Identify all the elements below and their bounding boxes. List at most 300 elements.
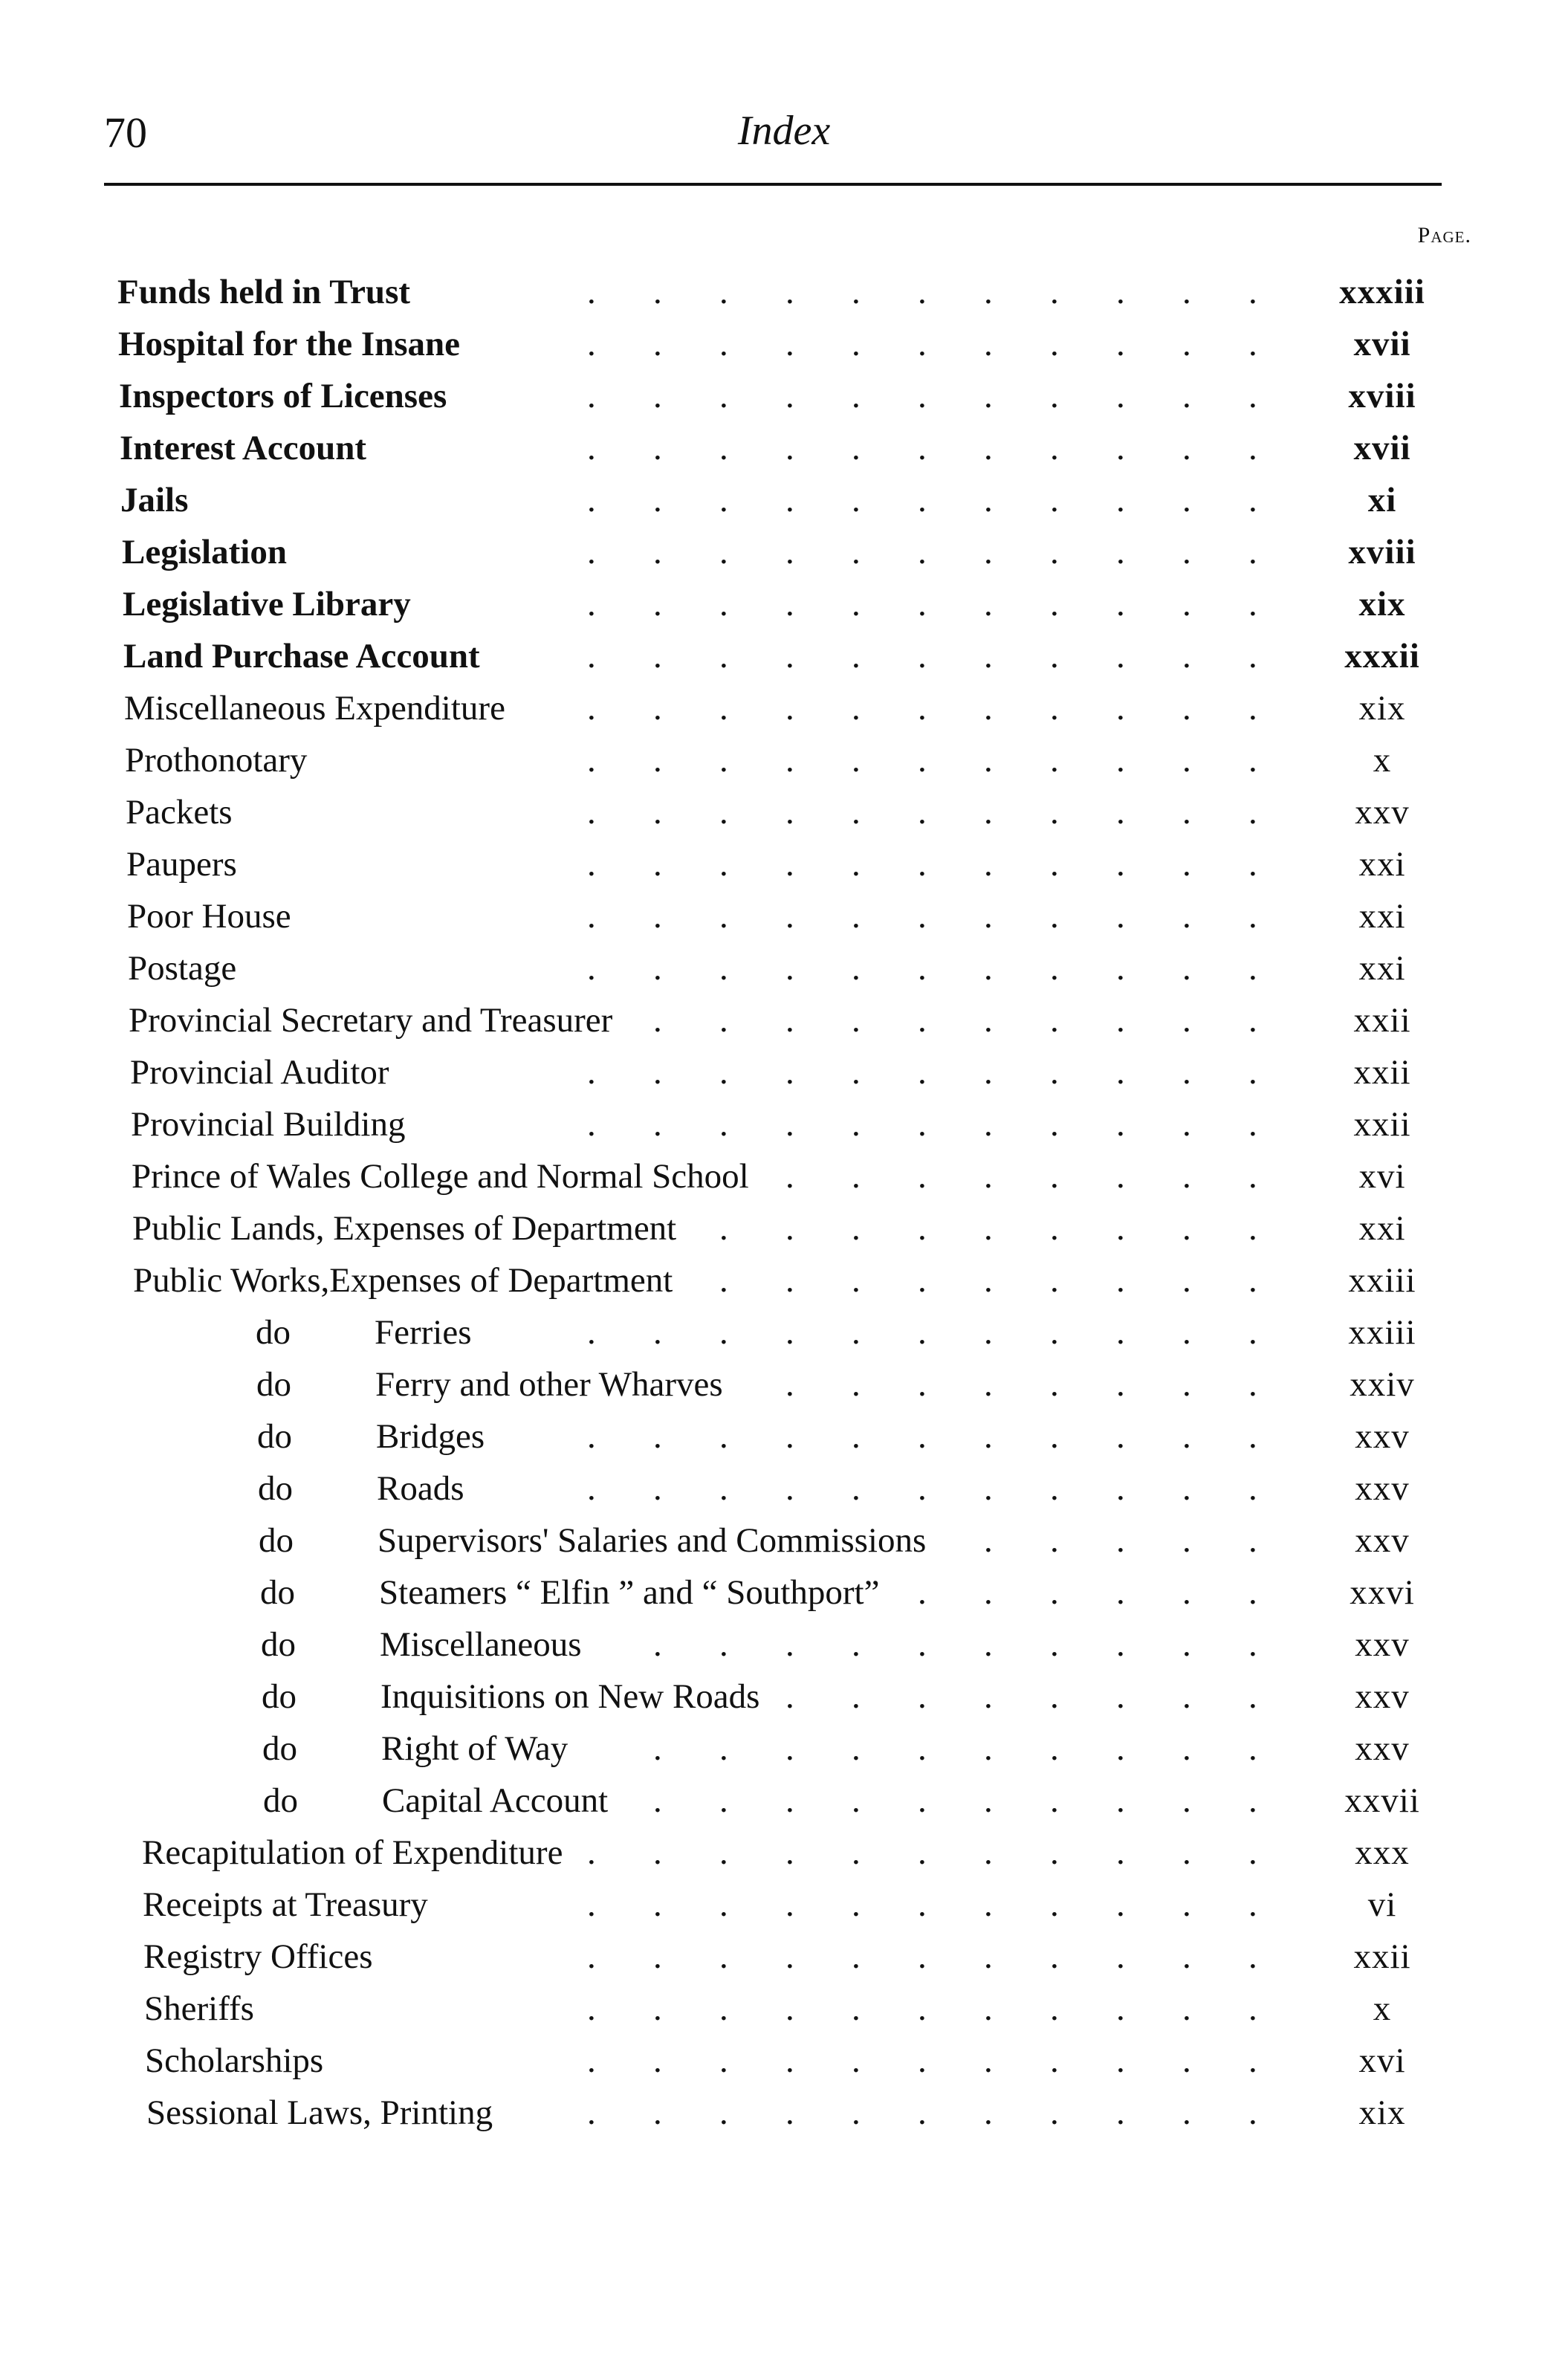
index-entry-label	[143, 1879, 428, 1931]
index-entry-page: xix	[1358, 689, 1406, 728]
index-entry-text: Public Lands, Expenses of Department	[132, 1209, 677, 1248]
leader-dot: .	[1182, 533, 1191, 571]
leader-dot: .	[785, 481, 794, 519]
leader-dot: .	[1116, 1573, 1125, 1612]
leader-dot: .	[852, 1729, 861, 1768]
leader-dot: .	[1050, 585, 1059, 623]
leader-dot: .	[785, 1781, 794, 1820]
leader-dot: .	[785, 637, 794, 676]
leader-dot: .	[719, 1989, 728, 2028]
leader-dot: .	[984, 793, 993, 832]
leader-dot: .	[852, 377, 861, 415]
index-entry	[0, 1515, 1568, 1567]
leader-dot: .	[852, 429, 861, 467]
leader-dot: .	[1248, 2093, 1257, 2132]
index-entry-text: Jails	[120, 481, 189, 519]
leader-dot: .	[1116, 1209, 1125, 1248]
index-entry	[0, 890, 1568, 942]
index-entry-page: xxvii	[1344, 1781, 1420, 1820]
index-entry-page: xxiii	[1348, 1261, 1416, 1300]
leader-dot: .	[918, 949, 927, 988]
index-entry-label	[256, 1306, 472, 1358]
leader-dot: .	[653, 1781, 662, 1820]
ditto-mark: do	[258, 1469, 293, 1508]
leader-dot: .	[785, 1625, 794, 1664]
index-entry-text: Legislation	[122, 533, 287, 571]
leader-dot: .	[918, 741, 927, 780]
leader-dot: .	[852, 1989, 861, 2028]
ditto-mark: do	[261, 1625, 296, 1664]
leader-dot: .	[918, 1885, 927, 1924]
index-entry-label	[123, 578, 411, 630]
leader-dot: .	[1116, 741, 1125, 780]
leader-dot: .	[1248, 2041, 1257, 2080]
leader-dot: .	[653, 637, 662, 676]
leader-dot: .	[1248, 1989, 1257, 2028]
leader-dot: .	[719, 1469, 728, 1508]
index-entry-page: xix	[1358, 585, 1406, 623]
leader-dot: .	[1050, 1053, 1059, 1092]
leader-dot: .	[1116, 1261, 1125, 1300]
leader-dot: .	[653, 741, 662, 780]
running-head: Index	[737, 108, 831, 154]
leader-dot: .	[719, 273, 728, 311]
leader-dot: .	[984, 1053, 993, 1092]
index-entry-text: Inquisitions on New Roads	[380, 1677, 760, 1716]
leader-dot: .	[1182, 1729, 1191, 1768]
leader-dot: .	[984, 377, 993, 415]
leader-dot: .	[1050, 2093, 1059, 2132]
ditto-mark: do	[259, 1521, 294, 1560]
leader-dot: .	[719, 1053, 728, 1092]
leader-dot: .	[852, 1001, 861, 1040]
index-entry-page: xxi	[1358, 1209, 1406, 1248]
index-entry-label	[120, 422, 366, 474]
leader-dot: .	[918, 1677, 927, 1716]
leader-dot: .	[918, 1261, 927, 1300]
leader-dot: .	[1182, 1157, 1191, 1196]
leader-dot: .	[1248, 1313, 1257, 1352]
index-entry-label	[119, 370, 447, 422]
index-entry-page: xxx	[1355, 1833, 1410, 1872]
leader-dot: .	[1050, 1677, 1059, 1716]
leader-dot: .	[587, 481, 596, 519]
leader-dot: .	[1050, 949, 1059, 988]
leader-dot: .	[1116, 1105, 1125, 1144]
index-entry-label	[256, 1358, 723, 1410]
leader-dot: .	[719, 1625, 728, 1664]
leader-dot: .	[1248, 793, 1257, 832]
leader-dot: .	[587, 585, 596, 623]
leader-dot: .	[1116, 1937, 1125, 1976]
index-entry-label	[126, 838, 237, 890]
index-entry	[0, 1723, 1568, 1775]
leader-dot: .	[1116, 325, 1125, 363]
index-entry-page: xviii	[1348, 377, 1416, 415]
leader-dot: .	[984, 1833, 993, 1872]
index-entry-text: Prothonotary	[125, 741, 308, 780]
leader-dot: .	[587, 273, 596, 311]
leader-dot: .	[852, 1313, 861, 1352]
leader-dot: .	[1182, 1105, 1191, 1144]
index-entry-label	[128, 942, 236, 994]
index-entry-text: Supervisors' Salaries and Commissions	[378, 1521, 927, 1560]
leader-dot: .	[785, 897, 794, 936]
index-entry-text: Paupers	[126, 845, 237, 884]
leader-dot: .	[1182, 897, 1191, 936]
index-entry-page: xxvi	[1350, 1573, 1415, 1612]
index-entry-page: xviii	[1348, 533, 1416, 571]
index-entry	[0, 318, 1568, 370]
leader-dot: .	[653, 1885, 662, 1924]
index-entry-text: Miscellaneous	[380, 1625, 582, 1664]
leader-dot: .	[1182, 1885, 1191, 1924]
leader-dot: .	[1182, 949, 1191, 988]
leader-dot: .	[918, 533, 927, 571]
leader-dot: .	[852, 2093, 861, 2132]
index-entry	[0, 2087, 1568, 2139]
index-entry	[0, 370, 1568, 422]
leader-dot: .	[852, 1209, 861, 1248]
index-entry	[0, 1775, 1568, 1827]
index-entry-page: xxxiii	[1339, 273, 1425, 311]
leader-dot: .	[1116, 689, 1125, 728]
index-entry-page: xi	[1367, 481, 1397, 519]
index-entry-label	[260, 1567, 879, 1619]
leader-dot: .	[719, 1313, 728, 1352]
index-entry-text: Poor House	[127, 897, 291, 936]
leader-dot: .	[785, 1261, 794, 1300]
index-entry-page: xxv	[1355, 1625, 1410, 1664]
leader-dot: .	[785, 845, 794, 884]
leader-dot: .	[918, 689, 927, 728]
leader-dot: .	[918, 481, 927, 519]
leader-dot: .	[653, 1001, 662, 1040]
leader-dot: .	[918, 1417, 927, 1456]
leader-dot: .	[785, 1417, 794, 1456]
leader-dot: .	[587, 2093, 596, 2132]
leader-dot: .	[852, 1937, 861, 1976]
leader-dot: .	[1050, 429, 1059, 467]
index-entry	[0, 1879, 1568, 1931]
index-entry-text: Steamers “ Elfin ” and “ Southport”	[379, 1573, 880, 1612]
leader-dot: .	[587, 2041, 596, 2080]
leader-dot: .	[1116, 1053, 1125, 1092]
leader-dot: .	[1182, 1521, 1191, 1560]
leader-dot: .	[918, 637, 927, 676]
leader-dot: .	[852, 793, 861, 832]
leader-dot: .	[587, 1469, 596, 1508]
leader-dot: .	[1248, 1937, 1257, 1976]
index-entry	[0, 1046, 1568, 1098]
leader-dot: .	[1116, 1989, 1125, 2028]
index-entry	[0, 1410, 1568, 1462]
leader-dot: .	[918, 2093, 927, 2132]
leader-dot: .	[785, 2041, 794, 2080]
index-entry-label	[117, 266, 410, 318]
index-entry-text: Legislative Library	[123, 585, 411, 623]
index-entry-label	[123, 630, 480, 682]
leader-dot: .	[1116, 481, 1125, 519]
leader-dot: .	[785, 1313, 794, 1352]
leader-dot: .	[918, 1001, 927, 1040]
leader-dot: .	[653, 1729, 662, 1768]
leader-dot: .	[1248, 533, 1257, 571]
leader-dot: .	[653, 1989, 662, 2028]
leader-dot: .	[785, 1209, 794, 1248]
leader-dot: .	[1050, 793, 1059, 832]
leader-dot: .	[1248, 1209, 1257, 1248]
leader-dot: .	[918, 325, 927, 363]
leader-dot: .	[785, 1677, 794, 1716]
leader-dot: .	[852, 533, 861, 571]
leader-dot: .	[785, 1053, 794, 1092]
index-entry-text: Funds held in Trust	[117, 273, 411, 311]
leader-dot: .	[1248, 637, 1257, 676]
leader-dot: .	[785, 585, 794, 623]
leader-dot: .	[1248, 1001, 1257, 1040]
leader-dot: .	[852, 1625, 861, 1664]
ditto-mark: do	[263, 1781, 298, 1820]
leader-dot: .	[719, 741, 728, 780]
index-entry	[0, 682, 1568, 734]
leader-dot: .	[587, 325, 596, 363]
index-entry-page: xxi	[1358, 949, 1406, 988]
leader-dot: .	[785, 273, 794, 311]
leader-dot: .	[785, 793, 794, 832]
leader-dot: .	[1050, 1417, 1059, 1456]
leader-dot: .	[1116, 377, 1125, 415]
leader-dot: .	[719, 2093, 728, 2132]
leader-dot: .	[852, 689, 861, 728]
leader-dot: .	[1116, 585, 1125, 623]
index-entry-label	[132, 1202, 676, 1254]
index-entry-text: Packets	[126, 793, 233, 832]
index-entry-label	[131, 1098, 405, 1150]
leader-dot: .	[1182, 1781, 1191, 1820]
leader-dot: .	[719, 897, 728, 936]
leader-dot: .	[1248, 1573, 1257, 1612]
leader-dot: .	[587, 897, 596, 936]
leader-dot: .	[1182, 1677, 1191, 1716]
leader-dot: .	[719, 1261, 728, 1300]
leader-dot: .	[719, 585, 728, 623]
leader-dot: .	[1182, 1573, 1191, 1612]
leader-dot: .	[785, 1365, 794, 1404]
leader-dot: .	[1116, 845, 1125, 884]
leader-dot: .	[984, 325, 993, 363]
leader-dot: .	[587, 637, 596, 676]
index-entry-text: Miscellaneous Expenditure	[124, 689, 505, 728]
index-entry-text: Provincial Auditor	[130, 1053, 389, 1092]
leader-dot: .	[1116, 1833, 1125, 1872]
index-entry-page: xvii	[1353, 429, 1411, 467]
index-entry-label	[262, 1671, 759, 1723]
index-entry	[0, 1931, 1568, 1983]
leader-dot: .	[587, 949, 596, 988]
leader-dot: .	[653, 689, 662, 728]
leader-dot: .	[1248, 1157, 1257, 1196]
leader-dot: .	[1050, 689, 1059, 728]
leader-dot: .	[719, 1209, 728, 1248]
leader-dot: .	[918, 2041, 927, 2080]
index-entry	[0, 1202, 1568, 1254]
leader-dot: .	[1050, 1521, 1059, 1560]
index-entry	[0, 1983, 1568, 2035]
leader-dot: .	[653, 1937, 662, 1976]
leader-dot: .	[1050, 325, 1059, 363]
leader-dot: .	[785, 1729, 794, 1768]
leader-dot: .	[1050, 273, 1059, 311]
leader-dot: .	[852, 1261, 861, 1300]
leader-dot: .	[852, 273, 861, 311]
index-entry-label	[127, 890, 291, 942]
leader-dot: .	[918, 793, 927, 832]
leader-dot: .	[1248, 1365, 1257, 1404]
leader-dot: .	[1116, 793, 1125, 832]
leader-dot: .	[653, 1625, 662, 1664]
leader-dot: .	[587, 1885, 596, 1924]
leader-dot: .	[984, 533, 993, 571]
index-entry-text: Registry Offices	[143, 1937, 373, 1976]
index-entry-text: Inspectors of Licenses	[119, 377, 447, 415]
leader-dot: .	[1182, 1261, 1191, 1300]
index-entry-page: xxiii	[1348, 1313, 1416, 1352]
index-entry-text: Roads	[377, 1469, 464, 1508]
index-entry-label	[120, 474, 188, 526]
index-entry-text: Interest Account	[120, 429, 367, 467]
leader-dot: .	[719, 2041, 728, 2080]
leader-dot: .	[653, 377, 662, 415]
leader-dot: .	[1248, 429, 1257, 467]
leader-dot: .	[587, 741, 596, 780]
leader-dot: .	[719, 793, 728, 832]
leader-dot: .	[587, 845, 596, 884]
leader-dot: .	[1182, 325, 1191, 363]
index-entry-text: Ferries	[375, 1313, 472, 1352]
header-rule	[104, 183, 1442, 186]
leader-dot: .	[1116, 1885, 1125, 1924]
leader-dot: .	[984, 637, 993, 676]
leader-dot: .	[785, 949, 794, 988]
leader-dot: .	[852, 741, 861, 780]
leader-dot: .	[1182, 845, 1191, 884]
index-entry	[0, 734, 1568, 786]
leader-dot: .	[984, 1313, 993, 1352]
leader-dot: .	[918, 1729, 927, 1768]
index-entry-page: xix	[1358, 2093, 1406, 2132]
index-entry-page: x	[1373, 1989, 1392, 2028]
leader-dot: .	[1248, 1417, 1257, 1456]
leader-dot: .	[984, 1365, 993, 1404]
leader-dot: .	[587, 1053, 596, 1092]
index-entry-list	[0, 266, 1568, 2139]
leader-dot: .	[852, 637, 861, 676]
index-entry-page: xxiv	[1350, 1365, 1415, 1404]
leader-dot: .	[785, 1937, 794, 1976]
leader-dot: .	[852, 1833, 861, 1872]
ditto-mark: do	[260, 1573, 295, 1612]
index-entry	[0, 266, 1568, 318]
index-entry-text: Receipts at Treasury	[143, 1885, 428, 1924]
index-entry-label	[145, 2035, 323, 2087]
leader-dot: .	[984, 1937, 993, 1976]
leader-dot: .	[785, 741, 794, 780]
index-entry-text: Prince of Wales College and Normal School	[132, 1157, 749, 1196]
leader-dot: .	[984, 1209, 993, 1248]
leader-dot: .	[1116, 2041, 1125, 2080]
index-entry-page: xxv	[1355, 793, 1410, 832]
leader-dot: .	[1116, 897, 1125, 936]
leader-dot: .	[1182, 689, 1191, 728]
index-entry-text: Sessional Laws, Printing	[146, 2093, 493, 2132]
index-entry	[0, 578, 1568, 630]
index-entry-page: xxi	[1358, 897, 1406, 936]
leader-dot: .	[1050, 1833, 1059, 1872]
leader-dot: .	[785, 1833, 794, 1872]
leader-dot: .	[1116, 273, 1125, 311]
leader-dot: .	[984, 845, 993, 884]
leader-dot: .	[984, 897, 993, 936]
leader-dot: .	[653, 2041, 662, 2080]
leader-dot: .	[1050, 1365, 1059, 1404]
leader-dot: .	[653, 325, 662, 363]
leader-dot: .	[653, 897, 662, 936]
leader-dot: .	[587, 1417, 596, 1456]
leader-dot: .	[719, 1885, 728, 1924]
index-entry-text: Right of Way	[381, 1729, 568, 1768]
leader-dot: .	[1248, 1625, 1257, 1664]
index-entry-label	[143, 1931, 372, 1983]
leader-dot: .	[1248, 1729, 1257, 1768]
index-entry-text: Land Purchase Account	[123, 637, 480, 676]
leader-dot: .	[653, 1417, 662, 1456]
leader-dot: .	[653, 533, 662, 571]
leader-dot: .	[852, 325, 861, 363]
leader-dot: .	[1116, 533, 1125, 571]
leader-dot: .	[1050, 897, 1059, 936]
leader-dot: .	[653, 1469, 662, 1508]
leader-dot: .	[852, 481, 861, 519]
leader-dot: .	[1248, 325, 1257, 363]
leader-dot: .	[719, 1833, 728, 1872]
leader-dot: .	[719, 1729, 728, 1768]
leader-dot: .	[1116, 429, 1125, 467]
index-entry-page: xxv	[1355, 1469, 1410, 1508]
index-entry-label	[130, 1046, 389, 1098]
index-entry-label	[259, 1515, 926, 1567]
index-entry	[0, 474, 1568, 526]
leader-dot: .	[1182, 2093, 1191, 2132]
leader-dot: .	[852, 1053, 861, 1092]
index-entry-page: vi	[1367, 1885, 1397, 1924]
leader-dot: .	[1050, 1157, 1059, 1196]
leader-dot: .	[719, 481, 728, 519]
leader-dot: .	[785, 1989, 794, 2028]
leader-dot: .	[984, 949, 993, 988]
leader-dot: .	[1116, 1677, 1125, 1716]
leader-dot: .	[1248, 273, 1257, 311]
leader-dot: .	[719, 533, 728, 571]
index-entry-label	[129, 994, 612, 1046]
leader-dot: .	[785, 1157, 794, 1196]
leader-dot: .	[1182, 1053, 1191, 1092]
leader-dot: .	[1116, 637, 1125, 676]
index-entry-text: Recapitulation of Expenditure	[142, 1833, 563, 1872]
index-entry	[0, 630, 1568, 682]
leader-dot: .	[918, 1833, 927, 1872]
index-entry-label	[144, 1983, 254, 2035]
